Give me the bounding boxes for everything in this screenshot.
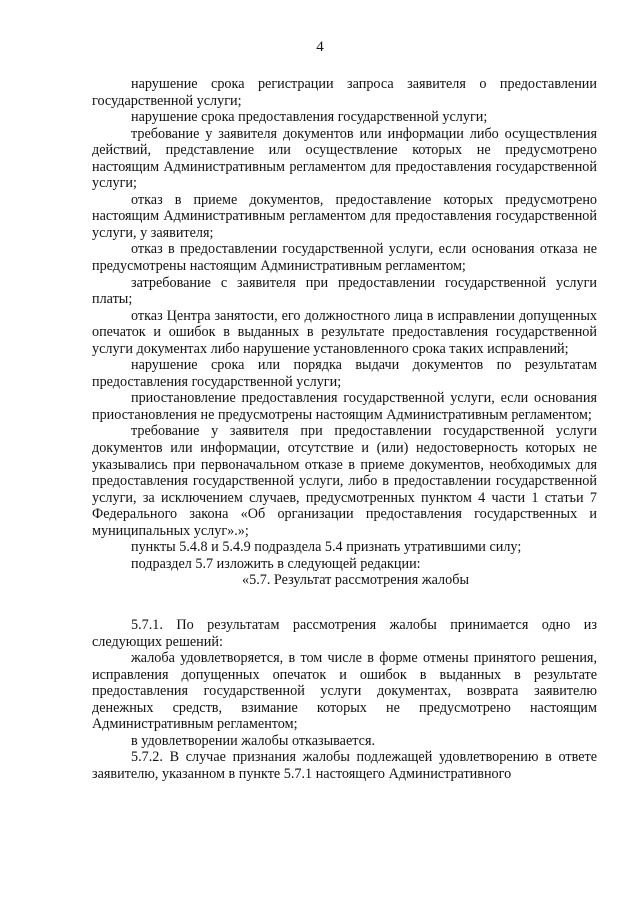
section-gap (92, 589, 597, 617)
paragraph: подраздел 5.7 изложить в следующей редакции: (131, 555, 421, 572)
paragraph: нарушение срока или порядка выдачи документов по результатам предоставления государственной услуги; (92, 357, 597, 390)
document-body (92, 76, 597, 782)
paragraph: в удовлетворении жалобы отказывается. (131, 732, 376, 749)
paragraph: требование у заявителя при предоставлении государственной услуги документов или информации, отсутствие и (или) недостоверность которых не указывались при первоначальном отказе в приеме документов, необходимых для предоставления государственной услуги, либо в предоставлении государственной услуги, за исключением случаев, предусмотренных пунктом 4 части 1 статьи 7 Федерального закона «Об организации предоставления государственных и муниципальных услуг».»; (92, 423, 597, 539)
paragraph: нарушение срока регистрации запроса заявителя о предоставлении государственной услуги; (92, 76, 597, 109)
paragraph: отказ в предоставлении государственной услуги, если основания отказа не предусмотрены настоящим Административным регламентом; (92, 241, 597, 275)
paragraph: требование у заявителя документов или информации либо осуществления действий, представление или осуществление которых не предусмотрено настоящим Административным регламентом для предоставления государственной услуги; (92, 125, 597, 192)
paragraph: пункты 5.4.8 и 5.4.9 подраздела 5.4 признать утратившими силу; (131, 539, 522, 556)
paragraph: отказ Центра занятости, его должностного лица в исправлении допущенных опечаток и ошибок в выданных в результате предоставления государственной услуги документах либо нарушение установленного срока таких исправлений; (92, 307, 597, 357)
page-number: 4 (316, 39, 324, 55)
paragraph: приостановление предоставления государственной услуги, если основания приостановления не предусмотрены настоящим Административным регламентом; (92, 390, 597, 423)
paragraph: 5.7.1. По результатам рассмотрения жалобы принимается одно из следующих решений: (92, 616, 597, 650)
section-title: «5.7. Результат рассмотрения жалобы (242, 572, 469, 589)
paragraph: затребование с заявителя при предоставлении государственной услуги платы; (92, 274, 597, 308)
paragraph: 5.7.2. В случае признания жалобы подлежащей удовлетворению в ответе заявителю, указанном в пункте 5.7.1 настоящего Административного (92, 749, 597, 782)
paragraph: нарушение срока предоставления государственной услуги; (131, 109, 488, 126)
paragraph: жалоба удовлетворяется, в том числе в форме отмены принятого решения, исправления допущенных опечаток и ошибок в выданных в результате предоставления государственной услуги документах, возврата заявителю денежных средств, взимание которых не предусмотрено настоящим Административным регламентом; (92, 650, 597, 733)
paragraph: отказ в приеме документов, предоставление которых предусмотрено настоящим Административным регламентом для предоставления государственной услуги, у заявителя; (92, 191, 597, 241)
